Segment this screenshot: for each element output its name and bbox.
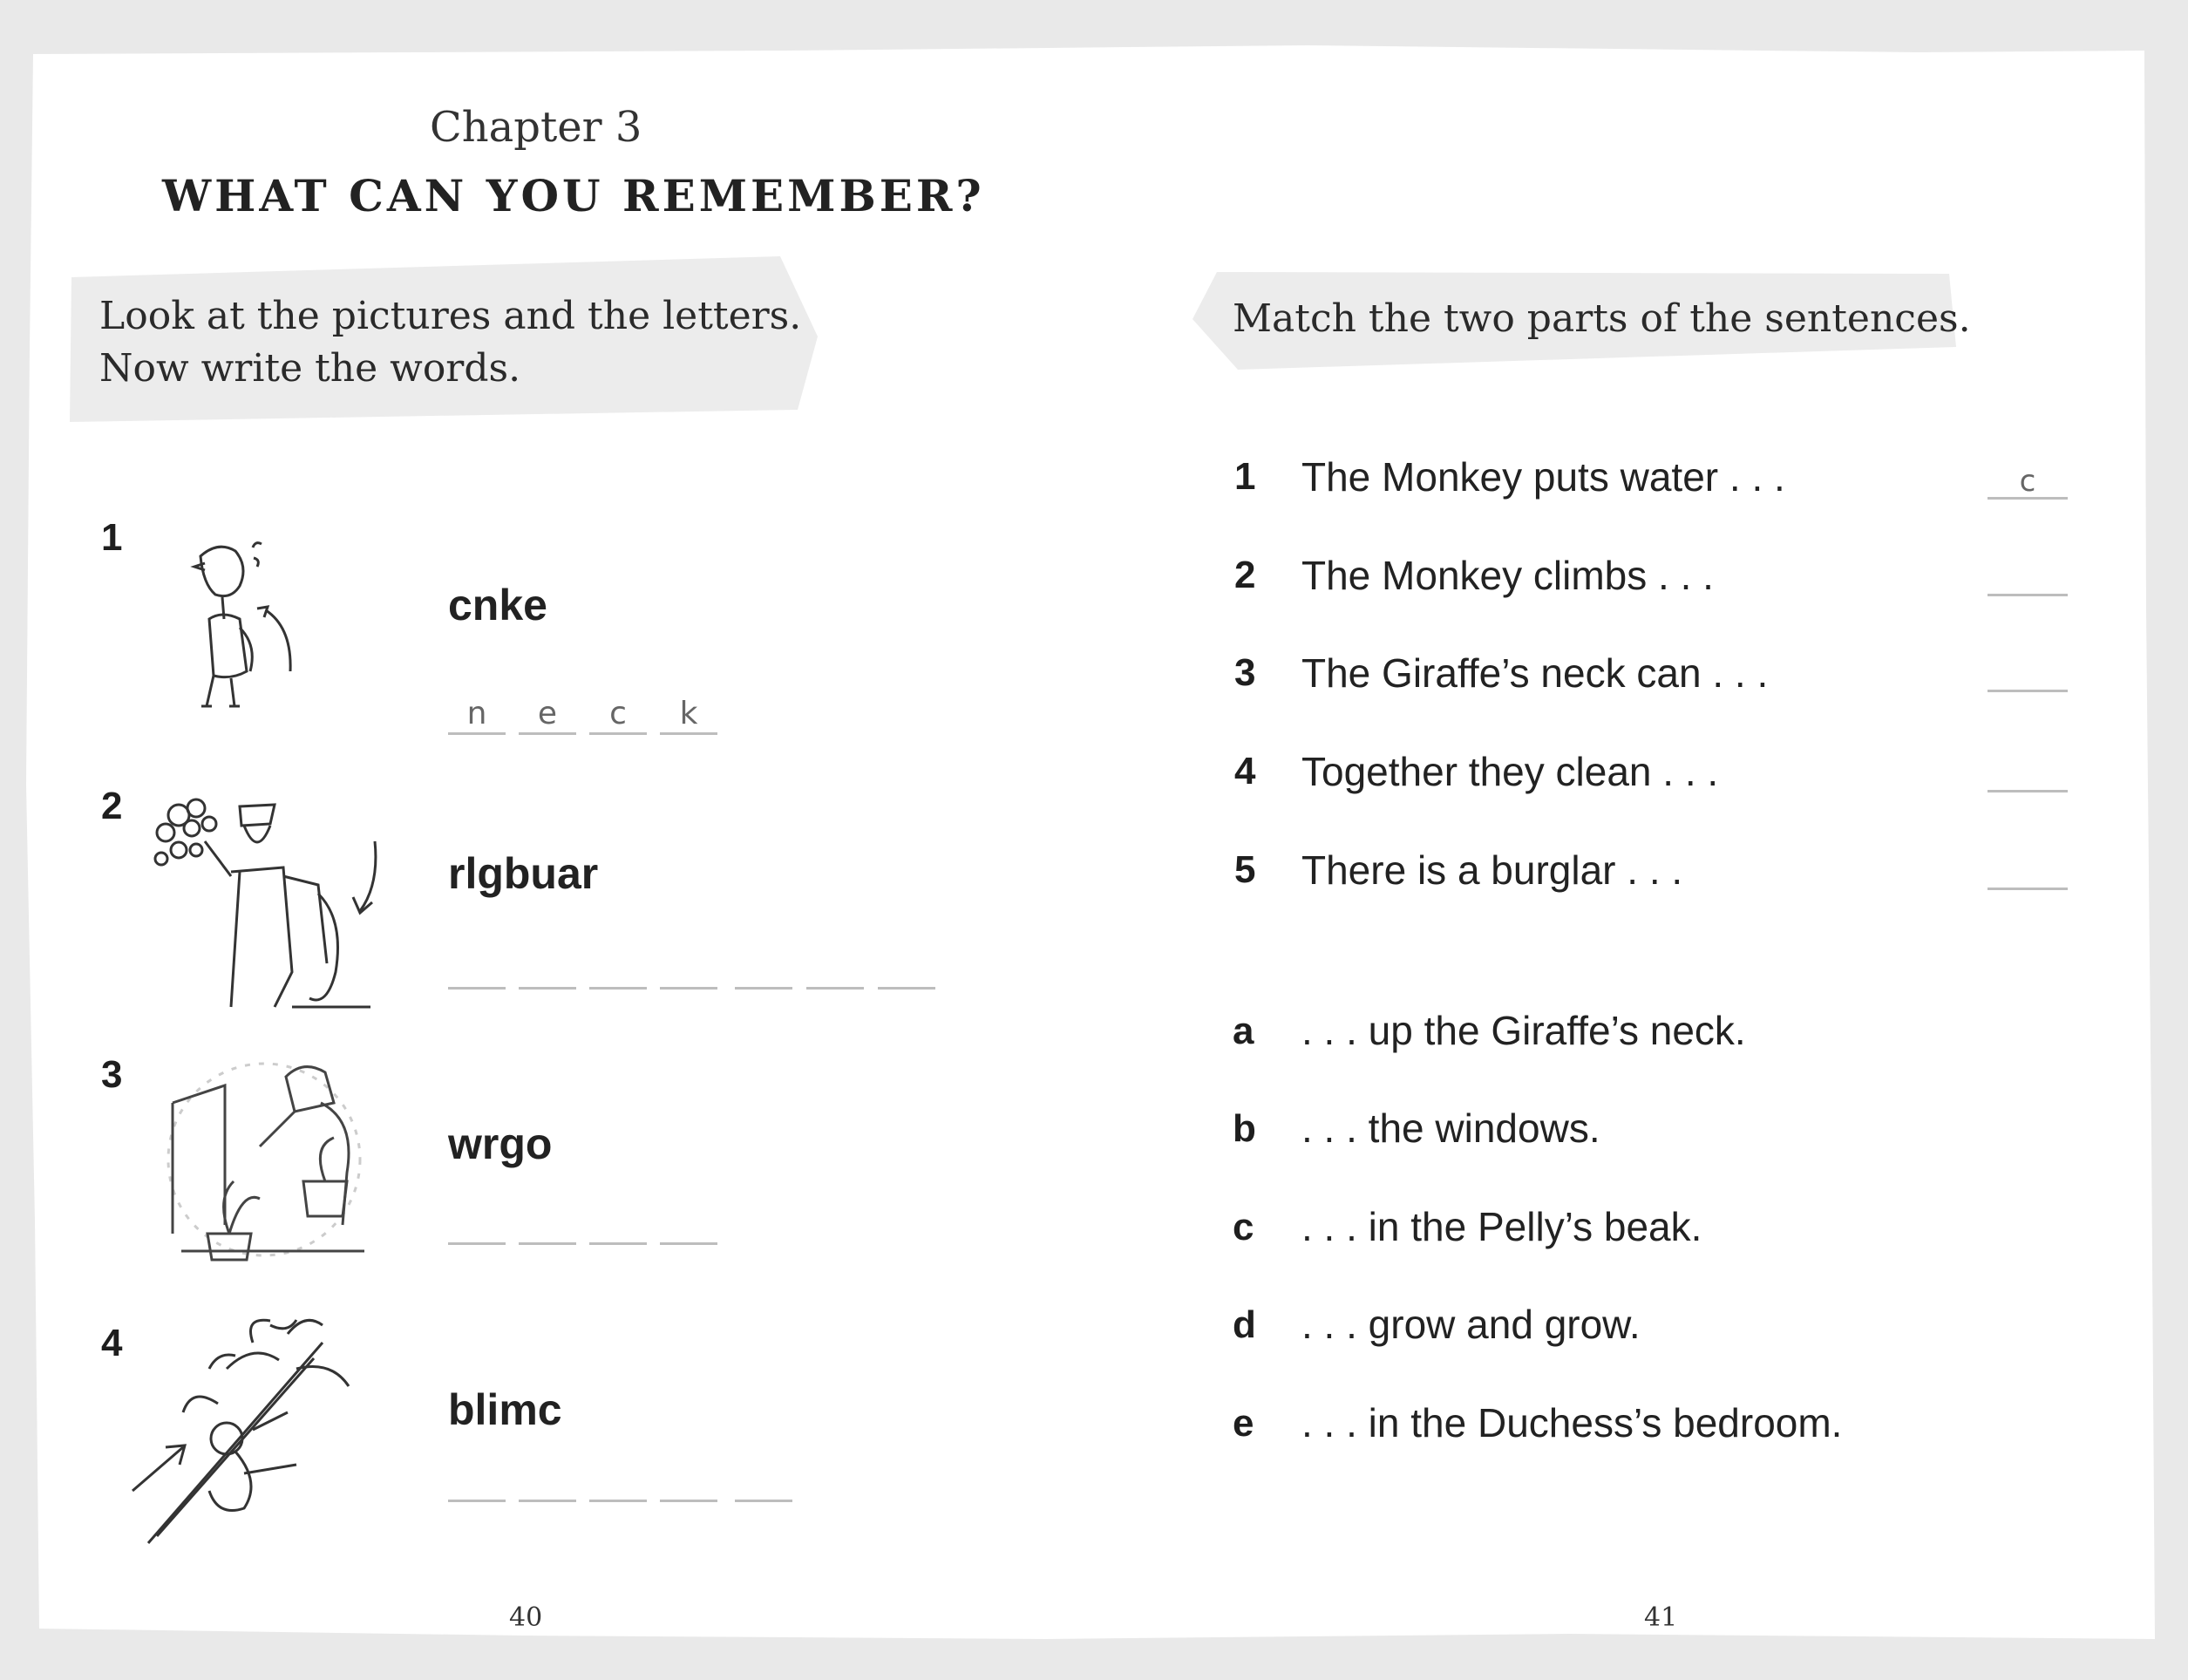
ending-letter: e [1233,1402,1254,1445]
scrambled-word: blimc [448,1385,562,1434]
sentence-number: 2 [1234,554,1256,596]
letter-blank[interactable] [660,952,717,990]
letter-blank[interactable] [448,1207,506,1245]
answer-letter: c [2019,464,2036,499]
letter-blank[interactable] [735,952,792,990]
letter-blank[interactable] [448,697,506,735]
letter-blank[interactable] [735,1465,792,1502]
letter-blank[interactable] [448,1465,506,1502]
letter-answer: k [679,696,698,731]
letter-blank[interactable] [589,697,647,735]
letter-blank[interactable] [660,697,717,735]
sentence-start: The Monkey climbs . . . [1301,553,1714,598]
letter-blank[interactable] [519,1465,576,1502]
letter-blank[interactable] [448,952,506,990]
letter-blank[interactable] [519,697,576,735]
item-number: 4 [101,1322,123,1364]
sentence-start: Together they clean . . . [1301,749,1719,794]
sentence-number: 3 [1234,651,1256,694]
burglar-illustration-icon [144,789,388,1016]
letter-blank[interactable] [806,952,864,990]
scrambled-word: wrgo [448,1119,553,1168]
ending-letter: d [1233,1303,1256,1346]
letter-blank[interactable] [589,1207,647,1245]
scrambled-word: rlgbuar [448,849,599,898]
instruction-right: Match the two parts of the sentences. [1233,296,1971,341]
instruction-line-2: Now write the words. [99,346,521,391]
answer-blank[interactable] [1988,854,2068,890]
sentence-start: The Giraffe’s neck can . . . [1301,650,1769,696]
page-number-left: 40 [509,1602,543,1633]
item-number: 2 [101,785,123,827]
letter-blank[interactable] [519,1207,576,1245]
sentence-number: 4 [1234,750,1256,792]
scrambled-word: cnke [448,581,547,629]
sentence-number: 1 [1234,455,1256,498]
sentence-start: The Monkey puts water . . . [1301,454,1785,500]
answer-blank[interactable] [1988,757,2068,792]
letter-answer: c [609,696,627,731]
chapter-label: Chapter 3 [430,103,642,152]
answer-blank[interactable] [1988,561,2068,596]
sentence-ending: . . . grow and grow. [1301,1302,1641,1347]
letter-answer: e [537,696,558,731]
watering-plants-illustration-icon [155,1051,373,1269]
climbing-illustration-icon [122,1308,366,1552]
sentence-ending: . . . in the Pelly’s beak. [1301,1204,1702,1249]
answer-blank[interactable] [1988,464,2068,500]
instruction-line-1: Look at the pictures and the letters. [99,294,802,338]
letter-blank[interactable] [519,952,576,990]
sentence-ending: . . . the windows. [1301,1105,1600,1151]
ending-letter: b [1233,1107,1256,1150]
letter-answer: n [466,696,487,731]
ending-letter: c [1233,1206,1254,1248]
letter-blank[interactable] [589,1465,647,1502]
letter-blank[interactable] [660,1465,717,1502]
boy-neck-illustration-icon [170,532,301,715]
page-title: WHAT CAN YOU REMEMBER? [162,170,985,221]
item-number: 3 [101,1053,123,1096]
ending-letter: a [1233,1010,1254,1052]
letter-blank[interactable] [878,952,935,990]
letter-blank[interactable] [660,1207,717,1245]
letter-blank[interactable] [589,952,647,990]
sentence-number: 5 [1234,848,1256,891]
sentence-ending: . . . in the Duchess’s bedroom. [1301,1400,1843,1445]
instruction-left [99,290,801,395]
sentence-ending: . . . up the Giraffe’s neck. [1301,1008,1746,1053]
item-number: 1 [101,516,123,559]
page-number-right: 41 [1644,1602,1678,1633]
answer-blank[interactable] [1988,656,2068,692]
sentence-start: There is a burglar . . . [1301,847,1683,893]
